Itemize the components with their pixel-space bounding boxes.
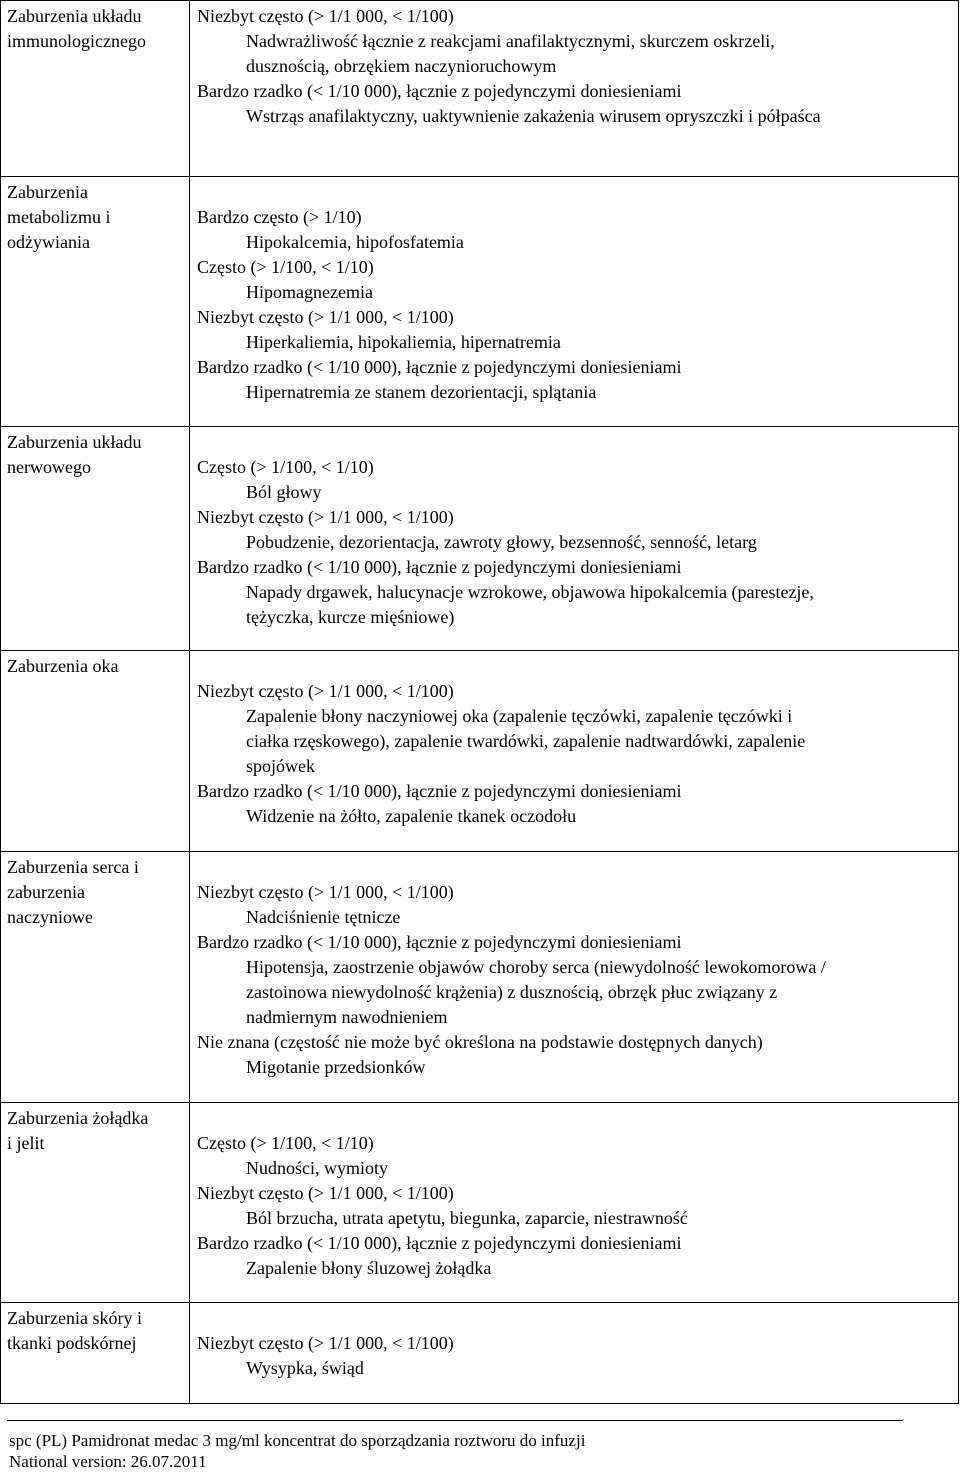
frequency-label: Niezbyt często (> 1/1 000, < 1/100) (197, 681, 454, 701)
cell-spacer (197, 1106, 952, 1131)
organ-class-label: Zaburzenia skóry i (7, 1308, 142, 1328)
adverse-effect-text: Hiperkaliemia, hipokaliemia, hipernatremia (246, 332, 561, 352)
frequency-label: Niezbyt często (> 1/1 000, < 1/100) (197, 1183, 454, 1203)
organ-class-label: Zaburzenia serca i (7, 857, 139, 877)
adverse-effect-text: spojówek (246, 756, 315, 776)
frequency-label: Bardzo rzadko (< 1/10 000), łącznie z pojedynczymi doniesieniami (197, 81, 682, 101)
organ-class-label: i jelit (7, 1133, 45, 1153)
organ-class-cell (1, 651, 190, 852)
frequency-label: Niezbyt często (> 1/1 000, < 1/100) (197, 307, 454, 327)
adverse-events-cell (190, 427, 959, 651)
table-row (1, 1, 959, 177)
adverse-effect-text: zastoinowa niewydolność krążenia) z dusznością, obrzęk płuc związany z (246, 982, 778, 1002)
frequency-label: Bardzo rzadko (< 1/10 000), łącznie z pojedynczymi doniesieniami (197, 932, 682, 952)
adverse-effect-text: Nudności, wymioty (246, 1158, 388, 1178)
organ-class-label: metabolizmu i (7, 207, 111, 227)
table-row (1, 651, 959, 852)
frequency-label: Niezbyt często (> 1/1 000, < 1/100) (197, 1333, 454, 1353)
table-row (1, 177, 959, 427)
adverse-effect-text: Zapalenie błony śluzowej żołądka (246, 1258, 492, 1278)
cell-spacer (197, 1306, 952, 1331)
organ-class-label: Zaburzenia układu (7, 432, 142, 452)
adverse-events-cell (190, 1303, 959, 1404)
cell-spacer (197, 654, 952, 679)
organ-class-cell (1, 177, 190, 427)
table-row (1, 1103, 959, 1303)
table-row (1, 1303, 959, 1404)
frequency-label: Niezbyt często (> 1/1 000, < 1/100) (197, 6, 454, 26)
adverse-effect-text: Migotanie przedsionków (246, 1057, 426, 1077)
adverse-effects-table-body (1, 1, 959, 1404)
adverse-effect-text: Pobudzenie, dezorientacja, zawroty głowy, bezsenność, senność, letarg (246, 532, 757, 552)
organ-class-label: nerwowego (7, 457, 91, 477)
frequency-label: Często (> 1/100, < 1/10) (197, 257, 374, 277)
adverse-effect-text: Nadciśnienie tętnicze (246, 907, 401, 927)
adverse-effect-text: Napady drgawek, halucynacje wzrokowe, objawowa hipokalcemia (parestezje, (246, 582, 814, 602)
adverse-effect-text: Hipernatremia ze stanem dezorientacji, splątania (246, 382, 597, 402)
frequency-label: Bardzo rzadko (< 1/10 000), łącznie z pojedynczymi doniesieniami (197, 357, 682, 377)
frequency-label: Często (> 1/100, < 1/10) (197, 1133, 374, 1153)
adverse-events-cell (190, 1103, 959, 1303)
adverse-effect-text: Ból głowy (246, 482, 322, 502)
organ-class-cell (1, 1103, 190, 1303)
adverse-events-cell (190, 651, 959, 852)
organ-class-label: Zaburzenia (7, 182, 88, 202)
adverse-effect-text: Wysypka, świąd (246, 1358, 364, 1378)
frequency-label: Bardzo często (> 1/10) (197, 207, 362, 227)
adverse-events-cell (190, 1, 959, 177)
adverse-effect-text: tężyczka, kurcze mięśniowe) (246, 607, 455, 627)
adverse-effect-text: Widzenie na żółto, zapalenie tkanek oczodołu (246, 806, 577, 826)
adverse-events-cell (190, 177, 959, 427)
footer-document-title: spc (PL) Pamidronat medac 3 mg/ml koncentrat do sporządzania roztworu do infuzji (9, 1431, 586, 1450)
adverse-effect-text: Nadwrażliwość łącznie z reakcjami anafilaktycznymi, skurczem oskrzeli, (246, 31, 775, 51)
frequency-label: Bardzo rzadko (< 1/10 000), łącznie z pojedynczymi doniesieniami (197, 781, 682, 801)
organ-class-label: tkanki podskórnej (7, 1333, 137, 1353)
frequency-label: Niezbyt często (> 1/1 000, < 1/100) (197, 507, 454, 527)
adverse-effect-text: Hipotensja, zaostrzenie objawów choroby serca (niewydolność lewokomorowa / (246, 957, 826, 977)
table-row (1, 427, 959, 651)
adverse-effect-text: nadmiernym nawodnieniem (246, 1007, 448, 1027)
cell-spacer (197, 430, 952, 455)
footer-divider (7, 1420, 903, 1421)
adverse-effect-text: Wstrząs anafilaktyczny, uaktywnienie zakażenia wirusem opryszczki i półpaśca (246, 106, 821, 126)
adverse-effect-text: ciałka rzęskowego), zapalenie twardówki, zapalenie nadtwardówki, zapalenie (246, 731, 806, 751)
organ-class-cell (1, 852, 190, 1103)
organ-class-label: naczyniowe (7, 907, 93, 927)
cell-spacer (197, 180, 952, 205)
adverse-effect-text: Hipomagnezemia (246, 282, 373, 302)
frequency-label: Bardzo rzadko (< 1/10 000), łącznie z pojedynczymi doniesieniami (197, 1233, 682, 1253)
organ-class-cell (1, 427, 190, 651)
organ-class-label: immunologicznego (7, 31, 146, 51)
organ-class-label: Zaburzenia żołądka (7, 1108, 149, 1128)
frequency-label: Często (> 1/100, < 1/10) (197, 457, 374, 477)
organ-class-label: Zaburzenia układu (7, 6, 142, 26)
adverse-effect-text: Ból brzucha, utrata apetytu, biegunka, zaparcie, niestrawność (246, 1208, 688, 1228)
cell-spacer (197, 855, 952, 880)
frequency-label: Bardzo rzadko (< 1/10 000), łącznie z pojedynczymi doniesieniami (197, 557, 682, 577)
organ-class-label: Zaburzenia oka (7, 656, 119, 676)
organ-class-label: zaburzenia (7, 882, 85, 902)
frequency-label: Nie znana (częstość nie może być określona na podstawie dostępnych danych) (197, 1032, 763, 1052)
adverse-effect-text: Hipokalcemia, hipofosfatemia (246, 232, 464, 252)
footer-version: National version: 26.07.2011 (9, 1452, 207, 1471)
adverse-effect-text: dusznością, obrzękiem naczynioruchowym (246, 56, 557, 76)
adverse-events-cell (190, 852, 959, 1103)
organ-class-label: odżywiania (7, 232, 90, 252)
frequency-label: Niezbyt często (> 1/1 000, < 1/100) (197, 882, 454, 902)
table-row (1, 852, 959, 1103)
organ-class-cell (1, 1, 190, 177)
organ-class-cell (1, 1303, 190, 1404)
adverse-effect-text: Zapalenie błony naczyniowej oka (zapalenie tęczówki, zapalenie tęczówki i (246, 706, 793, 726)
